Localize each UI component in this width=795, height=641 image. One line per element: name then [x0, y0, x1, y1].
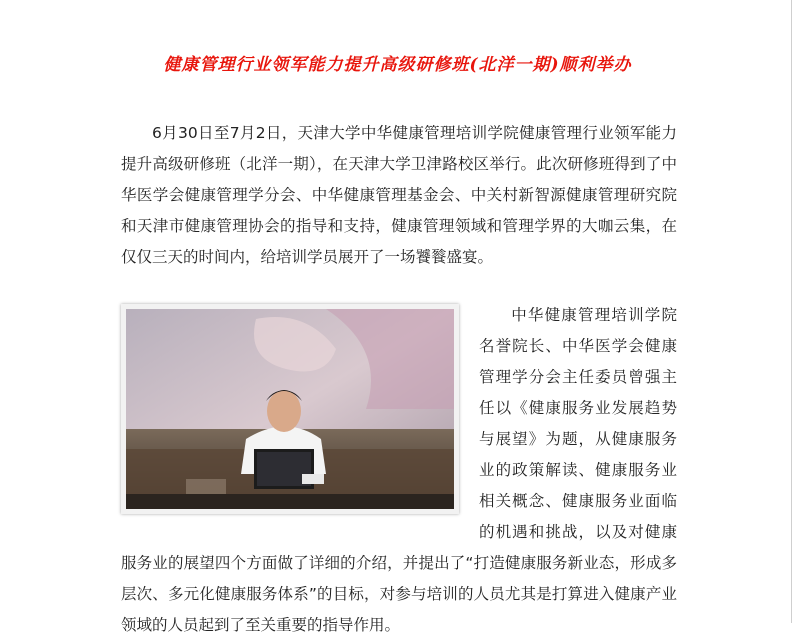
- paragraph-intro: 6月30日至7月2日，天津大学中华健康管理培训学院健康管理行业领军能力提升高级研修班（北洋一期），在天津大学卫津路校区举行。此次研修班得到了中华医学会健康管理学分会、中华健康管理基金会、中关村新智源健康管理研究院和天津市健康管理协会的指导和支持，健康管理领域和管理学界的大咖云集，在仅仅三天的时间内，给培训学员展开了一场饕餮盛宴。: [121, 124, 677, 266]
- speaker-photo: [126, 309, 454, 509]
- article-title: 健康管理行业领军能力提升高级研修班(北洋一期)顺利举办: [163, 55, 632, 75]
- page-right-border: [791, 0, 792, 623]
- speaker-photo-frame: [121, 304, 459, 514]
- paragraph-speaker-text: 中华健康管理培训学院名誉院长、中华医学会健康管理学分会主任委员曾强主任以《健康服务业发展趋势与展望》为题，从健康服务业的政策解读、健康服务业相关概念、健康服务业面临的机遇和挑战，以及对健康服务业的展望四个方面做了详细的介绍，并提出了“打造健康服务新业态，形成多层次、多元化健康服务体系”的目标，对参与培训的人员尤其是打算进入健康产业领域的人员起到了至关重要的指导作用。: [121, 306, 677, 634]
- article-body: [121, 118, 677, 641]
